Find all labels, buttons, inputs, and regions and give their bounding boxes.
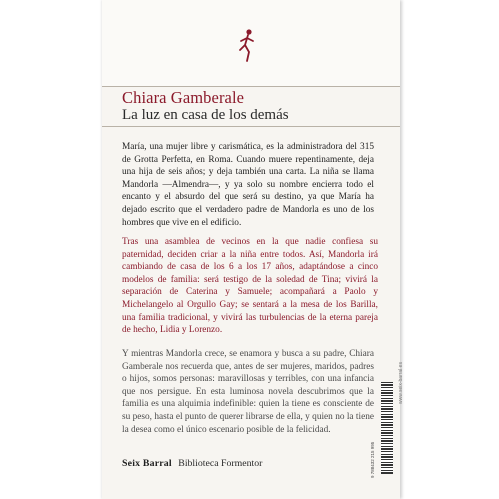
series-name: Biblioteca Formentor — [178, 458, 263, 469]
title-band-top-rule — [102, 86, 400, 87]
author-name: Chiara Gamberale — [122, 88, 245, 107]
barcode — [381, 382, 393, 474]
synopsis-paragraph-1: María, una mujer libre y carismática, es la administradora del 315 de Grotta Perfetta, en Roma. Cuando muere repentinamente, deja una hija de seis años; y deja también una carta. La niña se llama Mandorla —Almendra—, y ya solo su nombre encierra todo el encanto y el absurdo del que será su destino, ya que María ha dejado escrito que el verdadero padre de Mandorla es uno de los hombres que vive en el edificio. — [122, 142, 374, 228]
publisher-name: Seix Barral — [122, 458, 172, 469]
synopsis-paragraph-2: Tras una asamblea de vecinos en la que nadie confiesa su paternidad, deciden criar a la niña entre todos. Así, Mandorla irá cambiando de casa de los 6 a los 17 años, adaptándose a cinco modelos de familia: será testigo de la soledad de Tina; vivirá la separación de Caterina y Samuele; acompañará a Paolo y Michelangelo al Orgullo Gay; se sentará a la mesa de los Barilla, una familia tradicional, y vivirá las turbulencias de la eterna pareja de hecho, Lidia y Lorenzo. — [122, 237, 378, 336]
publisher-footer — [122, 458, 262, 469]
book-back-cover — [102, 0, 404, 499]
publisher-website: www.seix-barral.es — [398, 362, 404, 404]
title-band-bottom-rule — [102, 126, 400, 127]
running-figure-emblem-icon — [234, 28, 260, 64]
synopsis-paragraph-3: Y mientras Mandorla crece, se enamora y busca a su padre, Chiara Gamberale nos recuerda que, antes de ser mujeres, maridos, padres o hijos, somos personas: maravillosas y terribles, con una infancia que nos persigue. En esta luminosa novela descubrimos que la familia es una alquimia indefinible: quien la tiene es consciente de su peso, hasta el punto de querer librarse de ella, y quien no la tiene la desea como el único escenario posible de la felicidad. — [122, 349, 374, 435]
book-title: La luz en casa de los demás — [122, 107, 289, 123]
cover-top-area — [102, 0, 400, 86]
isbn-number: 9 788432 215 995 — [370, 441, 375, 478]
